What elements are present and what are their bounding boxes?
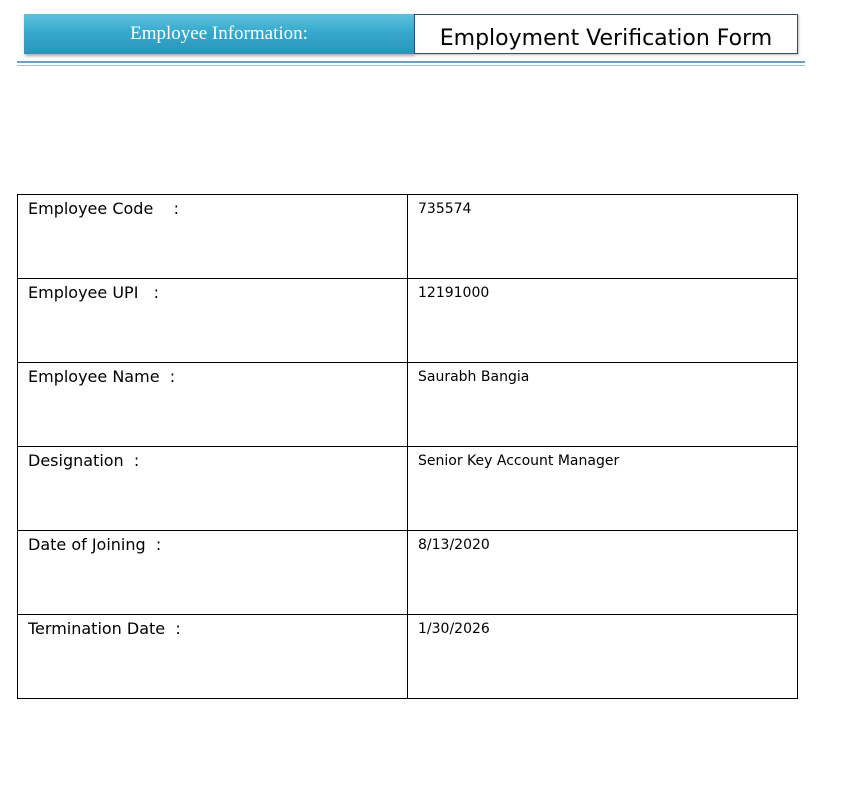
table-row bbox=[18, 531, 798, 615]
employee-upi-value: 12191000 bbox=[408, 279, 798, 363]
date-of-joining-label: Date of Joining : bbox=[18, 531, 408, 615]
table-row bbox=[18, 363, 798, 447]
table-row bbox=[18, 615, 798, 699]
employee-code-value: 735574 bbox=[408, 195, 798, 279]
header-divider-secondary bbox=[17, 65, 805, 66]
date-of-joining-value: 8/13/2020 bbox=[408, 531, 798, 615]
termination-date-label: Termination Date : bbox=[18, 615, 408, 699]
table-row bbox=[18, 195, 798, 279]
form-title: Employment Verification Form bbox=[439, 26, 773, 51]
table-row bbox=[18, 279, 798, 363]
employee-code-label: Employee Code : bbox=[18, 195, 408, 279]
employee-info-table bbox=[17, 194, 798, 699]
designation-value: Senior Key Account Manager bbox=[408, 447, 798, 531]
employee-name-value: Saurabh Bangia bbox=[408, 363, 798, 447]
table-row bbox=[18, 447, 798, 531]
form-title-box bbox=[414, 14, 798, 54]
termination-date-value: 1/30/2026 bbox=[408, 615, 798, 699]
designation-label: Designation : bbox=[18, 447, 408, 531]
section-header-tab bbox=[24, 14, 414, 54]
employee-name-label: Employee Name : bbox=[18, 363, 408, 447]
header-divider bbox=[17, 61, 805, 63]
section-label: Employee Information: bbox=[130, 23, 308, 44]
employee-upi-label: Employee UPI : bbox=[18, 279, 408, 363]
